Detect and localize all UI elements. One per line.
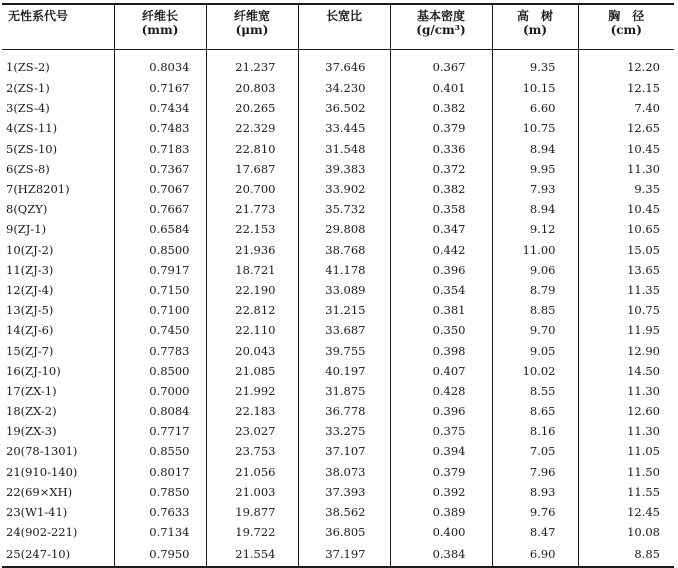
value-cell: 10.75 [492,118,578,138]
value-cell: 21.085 [206,361,298,381]
value-cell: 20.803 [206,78,298,98]
value-cell: 10.15 [492,78,578,98]
value-cell: 0.384 [390,542,492,567]
clone-code-cell: 9(ZJ-1) [6,222,47,237]
value-cell: 12.60 [578,401,674,421]
table-row [2,240,674,260]
value-cell: 8.85 [578,542,674,567]
value-cell: 0.7150 [114,280,206,300]
column-header-label: 长宽比 [325,9,362,23]
value-cell: 10.02 [492,361,578,381]
value-cell: 31.548 [298,139,390,159]
table-row [2,199,674,219]
value-cell: 12.45 [578,502,674,522]
column-header-label: 胸 径 [608,9,645,23]
value-cell: 10.75 [578,300,674,320]
value-cell: 0.7434 [114,98,206,118]
value-cell: 0.354 [390,280,492,300]
value-cell: 0.7450 [114,320,206,340]
value-cell: 34.230 [298,78,390,98]
table-row [2,482,674,502]
clone-code-cell: 15(ZJ-7) [6,343,54,358]
value-cell: 9.05 [492,340,578,360]
clone-code-cell: 6(ZS-8) [6,161,50,176]
value-cell: 7.40 [578,98,674,118]
value-cell: 9.70 [492,320,578,340]
table-row [2,462,674,482]
value-cell: 37.646 [298,50,390,79]
value-cell: 0.382 [390,179,492,199]
value-cell: 0.8084 [114,401,206,421]
value-cell: 11.50 [578,462,674,482]
value-cell: 0.7717 [114,421,206,441]
value-cell: 29.808 [298,219,390,239]
value-cell: 7.96 [492,462,578,482]
value-cell: 0.7633 [114,502,206,522]
table-row [2,118,674,138]
table-row [2,98,674,118]
value-cell: 21.237 [206,50,298,79]
table-row [2,522,674,542]
value-cell: 8.16 [492,421,578,441]
value-cell: 33.902 [298,179,390,199]
value-cell: 0.336 [390,139,492,159]
value-cell: 0.372 [390,159,492,179]
value-cell: 0.442 [390,240,492,260]
value-cell: 21.773 [206,199,298,219]
value-cell: 17.687 [206,159,298,179]
value-cell: 0.367 [390,50,492,79]
column-header-label: 无性系代号 [8,9,69,23]
column-header [206,4,298,50]
value-cell: 0.7783 [114,340,206,360]
value-cell: 14.50 [578,361,674,381]
value-cell: 19.722 [206,522,298,542]
value-cell: 0.358 [390,199,492,219]
value-cell: 22.183 [206,401,298,421]
value-cell: 33.445 [298,118,390,138]
value-cell: 0.396 [390,401,492,421]
value-cell: 12.15 [578,78,674,98]
value-cell: 11.00 [492,240,578,260]
value-cell: 0.8034 [114,50,206,79]
clone-code-cell: 25(247-10) [2,542,114,567]
table-body [2,50,674,568]
clone-code-cell: 8(QZY) [6,202,48,217]
value-cell: 33.687 [298,320,390,340]
value-cell: 20.700 [206,179,298,199]
value-cell: 11.95 [578,320,674,340]
table-row [2,340,674,360]
clone-properties-table [2,3,674,568]
value-cell: 10.65 [578,219,674,239]
clone-code-cell: 18(ZX-2) [6,404,57,419]
column-header [2,4,114,50]
value-cell: 10.45 [578,199,674,219]
value-cell: 22.810 [206,139,298,159]
value-cell: 33.089 [298,280,390,300]
value-cell: 22.190 [206,280,298,300]
value-cell: 0.389 [390,502,492,522]
value-cell: 11.30 [578,421,674,441]
value-cell: 0.407 [390,361,492,381]
clone-code-cell: 12(ZJ-4) [6,282,54,297]
clone-code-cell: 19(ZX-3) [6,424,57,439]
column-header-label: 基本密度 [416,9,465,23]
column-header-unit: (g/cm³) [416,23,466,37]
table-row [2,361,674,381]
value-cell: 0.392 [390,482,492,502]
clone-code-cell: 5(ZS-10) [6,141,58,156]
value-cell: 33.275 [298,421,390,441]
value-cell: 40.197 [298,361,390,381]
value-cell: 37.107 [298,441,390,461]
table-row [2,78,674,98]
value-cell: 8.47 [492,522,578,542]
value-cell: 0.400 [390,522,492,542]
column-header-label: 纤维长 [141,9,178,23]
value-cell: 0.7067 [114,179,206,199]
value-cell: 6.90 [492,542,578,567]
value-cell: 9.76 [492,502,578,522]
value-cell: 0.8500 [114,361,206,381]
value-cell: 0.8017 [114,462,206,482]
table-header-row [2,4,674,50]
value-cell: 0.7917 [114,260,206,280]
clone-code-cell: 2(ZS-1) [6,81,50,96]
value-cell: 12.90 [578,340,674,360]
value-cell: 36.502 [298,98,390,118]
value-cell: 22.812 [206,300,298,320]
value-cell: 8.65 [492,401,578,421]
value-cell: 9.35 [492,50,578,79]
clone-code-cell: 4(ZS-11) [6,121,58,136]
value-cell: 7.05 [492,441,578,461]
value-cell: 12.20 [578,50,674,79]
clone-code-cell: 21(910-140) [6,464,78,479]
value-cell: 39.383 [298,159,390,179]
value-cell: 11.35 [578,280,674,300]
table-row [2,502,674,522]
clone-code-cell: 20(78-1301) [6,444,78,459]
value-cell: 0.7850 [114,482,206,502]
value-cell: 8.94 [492,199,578,219]
value-cell: 0.381 [390,300,492,320]
value-cell: 21.554 [206,542,298,567]
value-cell: 20.043 [206,340,298,360]
clone-code-cell: 16(ZJ-10) [6,363,61,378]
clone-code-cell: 13(ZJ-5) [6,303,54,318]
value-cell: 23.027 [206,421,298,441]
value-cell: 9.95 [492,159,578,179]
value-cell: 0.394 [390,441,492,461]
table-row [2,179,674,199]
value-cell: 20.265 [206,98,298,118]
value-cell: 9.35 [578,179,674,199]
table-row [2,401,674,421]
value-cell: 10.08 [578,522,674,542]
value-cell: 0.8550 [114,441,206,461]
value-cell: 0.7183 [114,139,206,159]
column-header [578,4,674,50]
value-cell: 0.7100 [114,300,206,320]
value-cell: 22.110 [206,320,298,340]
table-row [2,441,674,461]
value-cell: 0.379 [390,118,492,138]
value-cell: 8.85 [492,300,578,320]
value-cell: 0.7167 [114,78,206,98]
value-cell: 0.7483 [114,118,206,138]
column-header-unit: (m) [522,23,548,37]
value-cell: 0.7667 [114,199,206,219]
value-cell: 36.778 [298,401,390,421]
clone-code-cell: 10(ZJ-2) [6,242,54,257]
column-header-unit: (cm) [610,23,642,37]
clone-code-cell: 11(ZJ-3) [6,262,54,277]
value-cell: 0.396 [390,260,492,280]
table-row [2,381,674,401]
value-cell: 21.992 [206,381,298,401]
table-row [2,260,674,280]
table-row [2,320,674,340]
table-row [2,139,674,159]
column-header [390,4,492,50]
value-cell: 9.12 [492,219,578,239]
table-row [2,50,674,79]
value-cell: 39.755 [298,340,390,360]
value-cell: 21.003 [206,482,298,502]
clone-code-cell: 3(ZS-4) [6,101,50,116]
value-cell: 0.7000 [114,381,206,401]
value-cell: 37.393 [298,482,390,502]
clone-code-cell: 14(ZJ-6) [6,323,54,338]
value-cell: 11.30 [578,381,674,401]
table-row [2,300,674,320]
value-cell: 23.753 [206,441,298,461]
value-cell: 36.805 [298,522,390,542]
value-cell: 10.45 [578,139,674,159]
value-cell: 38.768 [298,240,390,260]
value-cell: 0.428 [390,381,492,401]
value-cell: 0.7134 [114,522,206,542]
table-row [2,219,674,239]
clone-code-cell: 24(902-221) [6,525,78,540]
clone-code-cell: 7(HZ8201) [6,182,70,197]
value-cell: 0.382 [390,98,492,118]
value-cell: 31.875 [298,381,390,401]
value-cell: 0.398 [390,340,492,360]
value-cell: 0.375 [390,421,492,441]
value-cell: 8.79 [492,280,578,300]
value-cell: 22.153 [206,219,298,239]
value-cell: 11.30 [578,159,674,179]
value-cell: 0.401 [390,78,492,98]
table-row [2,280,674,300]
value-cell: 38.562 [298,502,390,522]
value-cell: 15.05 [578,240,674,260]
value-cell: 21.936 [206,240,298,260]
value-cell: 41.178 [298,260,390,280]
value-cell: 8.94 [492,139,578,159]
column-header-unit: (μm) [235,23,269,37]
value-cell: 11.55 [578,482,674,502]
value-cell: 7.93 [492,179,578,199]
value-cell: 13.65 [578,260,674,280]
column-header [298,4,390,50]
value-cell: 37.197 [298,542,390,567]
value-cell: 12.65 [578,118,674,138]
value-cell: 0.379 [390,462,492,482]
table-row [2,159,674,179]
value-cell: 0.347 [390,219,492,239]
value-cell: 0.7367 [114,159,206,179]
value-cell: 31.215 [298,300,390,320]
value-cell: 21.056 [206,462,298,482]
value-cell: 0.8500 [114,240,206,260]
value-cell: 6.60 [492,98,578,118]
value-cell: 11.05 [578,441,674,461]
clone-code-cell: 17(ZX-1) [6,383,57,398]
value-cell: 8.93 [492,482,578,502]
value-cell: 19.877 [206,502,298,522]
value-cell: 18.721 [206,260,298,280]
column-header [114,4,206,50]
column-header-unit: (mm) [141,23,179,37]
value-cell: 0.6584 [114,219,206,239]
column-header-label: 纤维宽 [233,9,270,23]
value-cell: 9.06 [492,260,578,280]
value-cell: 0.7950 [114,542,206,567]
value-cell: 22.329 [206,118,298,138]
clone-code-cell: 22(69×XH) [6,484,73,499]
column-header [492,4,578,50]
value-cell: 38.073 [298,462,390,482]
clone-code-cell: 23(W1-41) [6,505,68,520]
clone-code-cell: 1(ZS-2) [6,60,50,74]
value-cell: 8.55 [492,381,578,401]
value-cell: 0.350 [390,320,492,340]
value-cell: 35.732 [298,199,390,219]
column-header-label: 高 树 [516,9,553,23]
table-row [2,421,674,441]
